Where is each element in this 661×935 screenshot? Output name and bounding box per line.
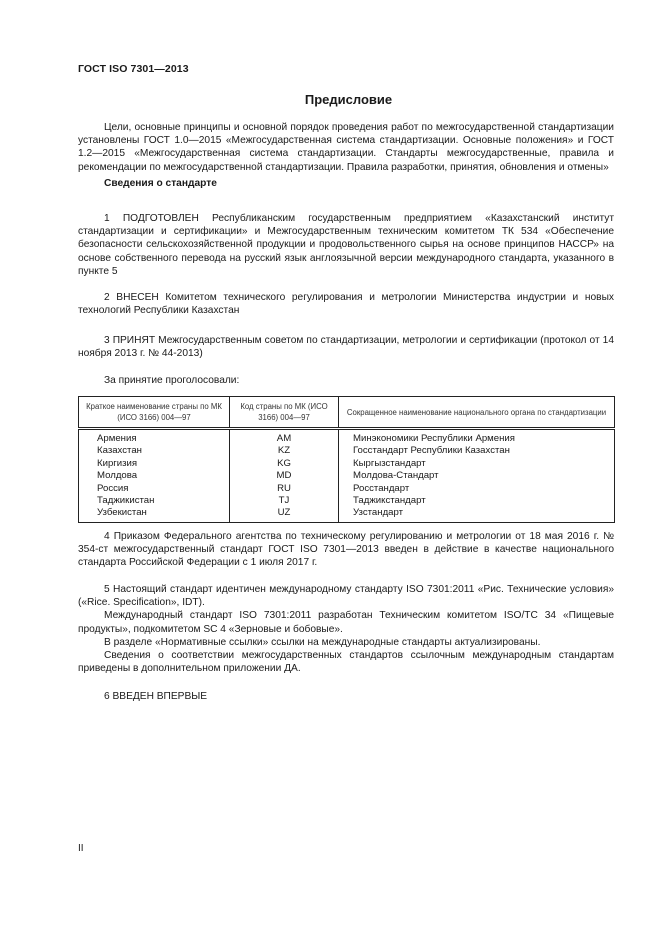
authority-cell: Росстандарт [339, 483, 615, 495]
column-header-country: Краткое наименование страны по МК (ИСО 3166) 004—97 [79, 397, 230, 429]
code-cell: RU [230, 483, 339, 495]
authority-cell: Молдова-Стандарт [339, 470, 615, 482]
table-row [79, 470, 615, 482]
item-3-block [78, 334, 614, 360]
column-header-authority: Сокращенное наименование национального органа по стандартизации [339, 397, 615, 429]
item-5-paragraph-d: Сведения о соответствии межгосударственных стандартов ссылочным международным стандартам приведены в дополнительном приложении ДА. [78, 650, 614, 675]
authority-cell: Таджикстандарт [339, 495, 615, 507]
column-header-code: Код страны по МК (ИСО 3166) 004—97 [230, 397, 339, 429]
item-5-paragraph-c: В разделе «Нормативные ссылки» ссылки на международные стандарты актуализированы. [104, 636, 541, 648]
item-2-paragraph: 2 ВНЕСЕН Комитетом технического регулирования и метрологии Министерства индустрии и новых технологий Республики Казахстан [78, 292, 614, 317]
code-cell: AM [230, 429, 339, 446]
authority-cell: Кыргызстандарт [339, 458, 615, 470]
country-cell: Таджикистан [79, 495, 230, 507]
item-1-block [78, 212, 614, 278]
vote-intro-block [78, 374, 614, 387]
code-cell: KZ [230, 445, 339, 457]
page-number: II [78, 843, 84, 854]
item-3-paragraph: 3 ПРИНЯТ Межгосударственным советом по стандартизации, метрологии и сертификации (протокол от 14 ноября 2013 г. № 44-2013) [78, 335, 614, 360]
authority-cell: Минэкономики Республики Армения [339, 429, 615, 446]
item-5-block [78, 583, 614, 675]
page-title: Предисловие [304, 92, 393, 107]
item-6-block [78, 690, 614, 703]
code-cell: TJ [230, 495, 339, 507]
code-cell: KG [230, 458, 339, 470]
intro-paragraph: Цели, основные принципы и основной порядок проведения работ по межгосударственной стандартизации установлены ГОСТ 1.0—2015 «Межгосударственная система стандартизации. Основные положения» и ГОСТ 1.2—2015 «Межгосударственная система стандартизации. Стандарты межгосударственные, правила и рекомендации по межгосударственной стандартизации. Правила разработки, принятия, обновления и отмены» [78, 122, 614, 173]
intro-block [78, 121, 614, 190]
item-2-block [78, 291, 614, 317]
country-cell: Молдова [79, 470, 230, 482]
table-header-row [79, 397, 615, 429]
voting-countries-table [78, 396, 615, 523]
table-row [79, 429, 615, 446]
country-cell: Киргизия [79, 458, 230, 470]
item-5-paragraph-b: Международный стандарт ISO 7301:2011 разработан Техническим комитетом ISO/TC 34 «Пищевые продукты», подкомитетом SC 4 «Зерновые и бобовые». [78, 610, 614, 635]
authority-cell: Узстандарт [339, 507, 615, 522]
table-row [79, 445, 615, 457]
item-4-paragraph: 4 Приказом Федерального агентства по техническому регулированию и метрологии от 18 мая 2016 г. № 354-ст межгосударственный стандарт ГОСТ ISO 7301—2013 введен в действие в качестве национального стандарта Российской Федерации с 1 июля 2017 г. [78, 531, 614, 569]
code-cell: UZ [230, 507, 339, 522]
table-row [79, 458, 615, 470]
item-1-paragraph: 1 ПОДГОТОВЛЕН Республиканским государственным предприятием «Казахстанский институт стандартизации и сертификации» и Межгосударственным техническим комитетом ТК 534 «Обеспечение безопасности сельскохозяйственной продукции и продовольственного сырья на основе принципов НАССР» на основе собственного перевода на русский язык англоязычной версии международного стандарта, указанного в пункте 5 [78, 213, 614, 277]
table-row [79, 495, 615, 507]
code-cell: MD [230, 470, 339, 482]
item-5-paragraph-a: 5 Настоящий стандарт идентичен международному стандарту ISO 7301:2011 «Рис. Технические условия» («Rice. Specification», IDT). [78, 584, 614, 609]
item-4-block [78, 530, 614, 570]
section-heading: Сведения о стандарте [104, 177, 217, 189]
table-row [79, 507, 615, 522]
item-6-paragraph: 6 ВВЕДЕН ВПЕРВЫЕ [104, 691, 208, 702]
country-cell: Узбекистан [79, 507, 230, 522]
vote-intro: За принятие проголосовали: [104, 375, 240, 386]
country-cell: Казахстан [79, 445, 230, 457]
table-row [79, 483, 615, 495]
country-cell: Армения [79, 429, 230, 446]
document-id-header: ГОСТ ISO 7301—2013 [78, 63, 189, 75]
country-cell: Россия [79, 483, 230, 495]
authority-cell: Госстандарт Республики Казахстан [339, 445, 615, 457]
